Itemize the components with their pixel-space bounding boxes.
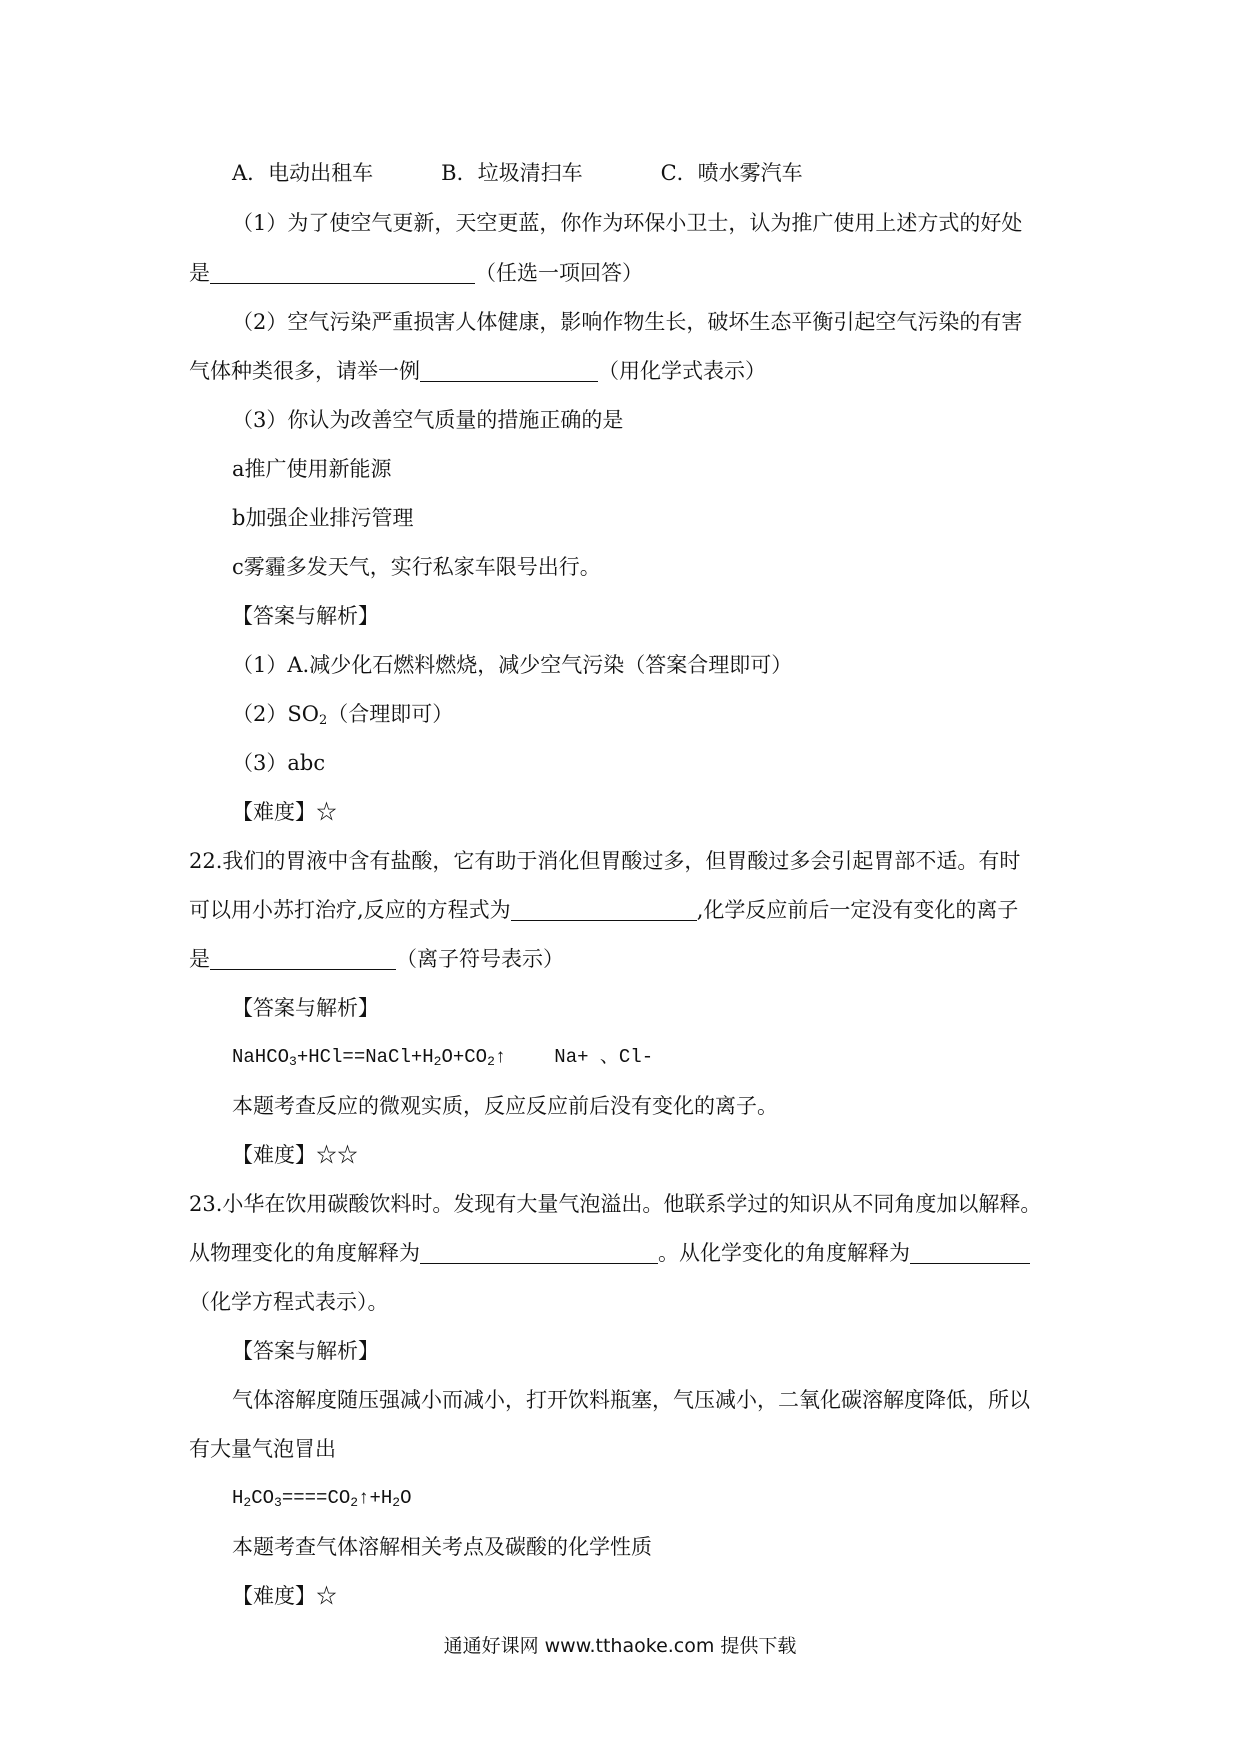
option-c: C．喷水雾汽车 xyxy=(660,161,803,185)
q23-eq-sub: 2 xyxy=(350,1495,359,1510)
q23-eq-part: ↑+H xyxy=(358,1487,393,1509)
q21-answer-blank-1[interactable] xyxy=(210,261,475,284)
q23-line1: 23.小华在饮用碳酸饮料时。发现有大量气泡溢出。他联系学过的知识从不同角度加以解释。 xyxy=(189,1192,1042,1216)
q22-line2-suffix: ,化学反应前后一定没有变化的离子 xyxy=(696,898,1019,922)
q23-answer-line2: 有大量气泡冒出 xyxy=(189,1437,336,1461)
q23-line2-middle: 。从化学变化的角度解释为 xyxy=(658,1241,910,1265)
q23-answer-heading: 【答案与解析】 xyxy=(232,1339,379,1363)
q21-difficulty: 【难度】☆ xyxy=(232,800,337,824)
q21-part1-line1: （1）为了使空气更新，天空更蓝，你作为环保小卫士，认为推广使用上述方式的好处 xyxy=(232,211,1023,235)
option-a: A．电动出租车 xyxy=(232,161,374,185)
q21-choice-c: c雾霾多发天气，实行私家车限号出行。 xyxy=(232,555,601,579)
q21-part2-prefix: 气体种类很多，请举一例 xyxy=(189,359,420,383)
q22-eq-sub: 2 xyxy=(433,1054,442,1069)
q23-line2-prefix: 从物理变化的角度解释为 xyxy=(189,1241,420,1265)
q22-answer-blank-2[interactable] xyxy=(210,947,396,970)
q22-line3 xyxy=(0,944,1240,974)
q21-choice-b: b加强企业排污管理 xyxy=(232,506,414,530)
gas-arrow-icon: ↑ xyxy=(494,1046,507,1068)
q23-answer-blank-1[interactable] xyxy=(420,1241,658,1264)
q21-part1-prefix: 是 xyxy=(189,261,210,285)
q21-answer-1: （1）A.减少化石燃料燃烧，减少空气污染（答案合理即可） xyxy=(232,653,793,677)
q23-line3: （化学方程式表示）。 xyxy=(189,1290,389,1314)
q23-answer-blank-2[interactable] xyxy=(910,1241,1030,1264)
option-row xyxy=(0,158,1240,188)
q22-equation xyxy=(0,1042,1240,1072)
q23-equation xyxy=(0,1483,1240,1513)
q22-eq-part: NaHCO xyxy=(232,1046,290,1068)
q21-part3: （3）你认为改善空气质量的措施正确的是 xyxy=(232,408,624,432)
q22-line2-prefix: 可以用小苏打治疗,反应的方程式为 xyxy=(189,898,511,922)
q21-answer-blank-2[interactable] xyxy=(420,359,598,382)
q23-eq-part: ====CO xyxy=(281,1487,351,1509)
q23-eq-part: H xyxy=(232,1487,244,1509)
q23-eq-sub: 3 xyxy=(274,1495,282,1510)
q22-answer-heading: 【答案与解析】 xyxy=(232,996,379,1020)
q23-eq-sub: 2 xyxy=(243,1495,252,1510)
q22-eq-part: +HCl==NaCl+H xyxy=(296,1046,434,1068)
q22-ions: Na+ 、Cl- xyxy=(554,1046,654,1068)
q21-answer-3: （3）abc xyxy=(232,751,326,775)
q23-eq-part: CO xyxy=(251,1487,275,1509)
q23-eq-sub: 2 xyxy=(392,1495,401,1510)
q21-part2-suffix: （用化学式表示） xyxy=(598,359,766,383)
q22-line3-prefix: 是 xyxy=(189,947,210,971)
page-footer: 通通好课网 www.tthaoke.com 提供下载 xyxy=(443,1635,797,1657)
q21-answer-heading: 【答案与解析】 xyxy=(232,604,379,628)
q22-answer-blank-1[interactable] xyxy=(511,898,697,921)
q23-explain: 本题考查气体溶解相关考点及碳酸的化学性质 xyxy=(232,1535,652,1559)
q21-part1-suffix: （任选一项回答） xyxy=(475,261,643,285)
q23-eq-part: O xyxy=(400,1487,412,1509)
q22-line2 xyxy=(0,895,1240,925)
q22-line1: 22.我们的胃液中含有盐酸，它有助于消化但胃酸过多，但胃酸过多会引起胃部不适。有时 xyxy=(189,849,1021,873)
q22-difficulty: 【难度】☆☆ xyxy=(232,1143,358,1167)
q21-part2-line2 xyxy=(0,356,1240,386)
option-b: B．垃圾清扫车 xyxy=(441,161,583,185)
q21-part1-line2 xyxy=(0,258,1240,288)
q23-difficulty: 【难度】☆ xyxy=(232,1584,337,1608)
q22-eq-sub: 2 xyxy=(487,1054,495,1069)
q21-choice-a: a推广使用新能源 xyxy=(232,457,392,481)
q23-answer-line1: 气体溶解度随压强减小而减小，打开饮料瓶塞，气压减小，二氧化碳溶解度降低，所以 xyxy=(232,1388,1030,1412)
q21-part2-line1: （2）空气污染严重损害人体健康，影响作物生长，破坏生态平衡引起空气污染的有害 xyxy=(232,310,1023,334)
q21-answer-2-subscript: 2 xyxy=(318,713,328,728)
q21-answer-2 xyxy=(0,699,1240,729)
q22-line3-suffix: （离子符号表示） xyxy=(396,947,564,971)
q21-answer-2-note: （合理即可） xyxy=(327,702,454,726)
q22-explain: 本题考查反应的微观实质，反应反应前后没有变化的离子。 xyxy=(232,1094,778,1118)
q23-line2 xyxy=(0,1238,1240,1268)
q22-eq-part: O+CO xyxy=(441,1046,488,1068)
q21-answer-2-text: （2）SO xyxy=(232,702,319,726)
q22-eq-sub: 3 xyxy=(289,1054,297,1069)
